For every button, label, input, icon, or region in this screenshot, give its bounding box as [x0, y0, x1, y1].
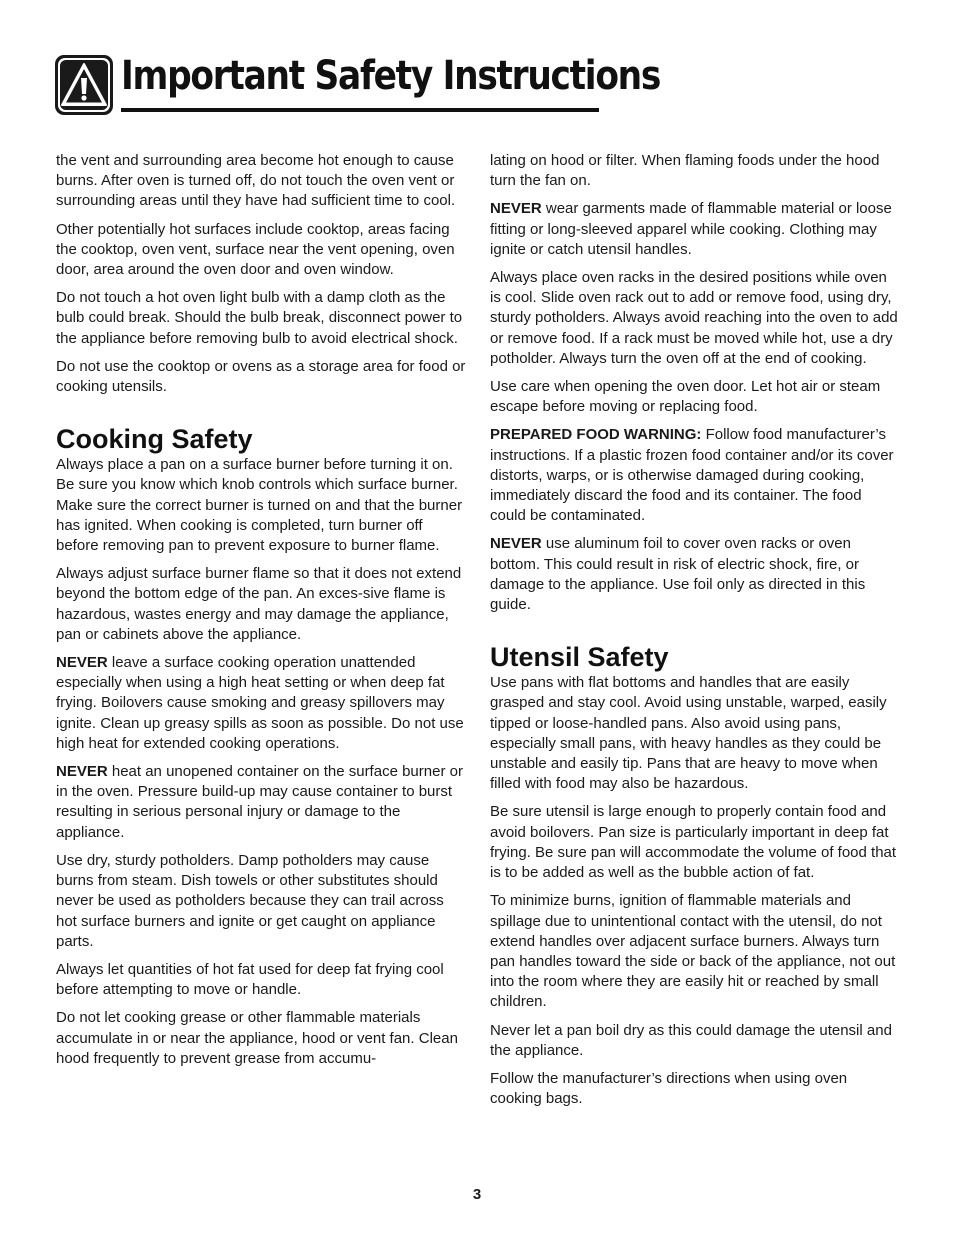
paragraph: the vent and surrounding area become hot enough to cause burns. After oven is turned off, do not touch the oven vent or surrounding areas until they have had sufficient time to cool. [56, 152, 456, 210]
keyword-never: NEVER [56, 763, 108, 781]
paragraph [56, 653, 466, 754]
left-column [56, 151, 466, 1077]
page-number: 3 [472, 1186, 482, 1203]
paragraph: Always adjust surface burner flame so that it does not extend beyond the bottom edge of the pan. An exces-sive flame is hazardous, wastes energy and may damage the appliance, pan or cabinets above the appliance. [56, 565, 462, 643]
paragraph-text: use aluminum foil to cover oven racks or oven bottom. This could result in risk of electric shock, fire, or damage to the appliance. Use foil only as directed in this guide. [490, 535, 866, 614]
paragraph: Do not touch a hot oven light bulb with a damp cloth as the bulb could break. Should the bulb break, disconnect power to the appliance before removing bulb to avoid electrical shock. [56, 289, 463, 347]
paragraph: Use pans with flat bottoms and handles that are easily grasped and stay cool. Avoid using unstable, warped, easily tipped or loose-handled pans. Also avoid using pans, especially small pans, with heavy handles as they could be unstable and easily tip. Pans that are heavy to move when filled with food may also be hazardous. [490, 674, 887, 793]
paragraph: Use care when opening the oven door. Let hot air or steam escape before moving or replacing food. [490, 378, 881, 416]
paragraph: Always place a pan on a surface burner before turning it on. Be sure you know which knob controls which surface burner. Make sure the correct burner is turned on and that the burner has ignited. When cooking is completed, turn burner off before removing pan to prevent exposure to burner flame. [56, 456, 463, 555]
paragraph: To minimize burns, ignition of flammable materials and spillage due to unintentional contact with the utensil, do not extend handles over adjacent surface burners. Always turn pan handles toward the side or back of the appliance, not out into the room where they are easily hit or reached by small children. [490, 892, 896, 1011]
page-title: Important Safety Instructions [121, 53, 661, 99]
paragraph: Follow the manufacturer’s directions when using oven cooking bags. [490, 1069, 848, 1108]
paragraph-text: leave a surface cooking operation unattended especially when using a high heat setting or when deep fat frying. Boilovers cause smoking and greasy spillovers may ignite. Clean up greasy spills as soon as possible. Do not use high heat for extended cooking operations. [56, 654, 464, 752]
page-header [55, 52, 661, 116]
paragraph: Never let a pan boil dry as this could damage the utensil and the appliance. [490, 1021, 892, 1059]
paragraph [490, 425, 900, 526]
paragraph: Use dry, sturdy potholders. Damp potholders may cause burns from steam. Dish towels or other substitutes should never be used as potholders because they can trail across hot surface burners and ignite or get caught on appliance parts. [56, 851, 444, 950]
right-column [490, 151, 900, 1117]
warning-exclamation-icon [55, 55, 113, 115]
keyword-never: NEVER [490, 535, 542, 553]
paragraph: Other potentially hot surfaces include cooktop, areas facing the cooktop, oven vent, surface near the vent opening, oven door, area around the oven door and oven window. [56, 220, 455, 279]
section-heading-utensil-safety: Utensil Safety [490, 642, 669, 673]
keyword-prepared-food-warning: PREPARED FOOD WARNING: [490, 426, 702, 444]
paragraph: Be sure utensil is large enough to properly contain food and avoid boilovers. Pan size is particularly important in deep fat frying. Be sure pan will accommodate the volume of food that is to be added as well as the bubble action of fat. [490, 803, 897, 882]
paragraph: lating on hood or filter. When flaming foods under the hood turn the fan on. [490, 152, 880, 190]
section-heading-cooking-safety: Cooking Safety [56, 424, 253, 455]
paragraph: Always let quantities of hot fat used for deep fat frying cool before attempting to move or handle. [56, 960, 444, 999]
paragraph-text: Follow food manufacturer’s instructions. If a plastic frozen food container and/or its cover distorts, warps, or is otherwise damaged during cooking, immediately discard the food and its container. The food could be contaminated. [490, 426, 894, 525]
paragraph [56, 762, 466, 843]
keyword-never: NEVER [56, 654, 108, 672]
title-underline [121, 108, 599, 112]
paragraph: Do not let cooking grease or other flammable materials accumulate in or near the appliance, hood or vent fan. Clean hood frequently to prevent grease from accumu- [56, 1009, 458, 1067]
paragraph: Always place oven racks in the desired positions while oven is cool. Slide oven rack out to add or remove food, using dry, sturdy potholders. Always avoid reaching into the oven to add or remove food. If a rack must be moved while hot, use a dry potholder. Always turn the oven off at the end of cooking. [490, 269, 898, 367]
paragraph-text: wear garments made of flammable material or loose fitting or long-sleeved apparel while cooking. Clothing may ignite or catch utensil handles. [490, 200, 892, 258]
paragraph [490, 534, 900, 615]
paragraph: Do not use the cooktop or ovens as a storage area for food or cooking utensils. [56, 357, 466, 396]
keyword-never: NEVER [490, 200, 542, 218]
paragraph-text: heat an unopened container on the surface burner or in the oven. Pressure build-up may cause container to burst resulting in serious personal injury or damage to the appliance. [56, 763, 463, 841]
paragraph [490, 199, 900, 260]
